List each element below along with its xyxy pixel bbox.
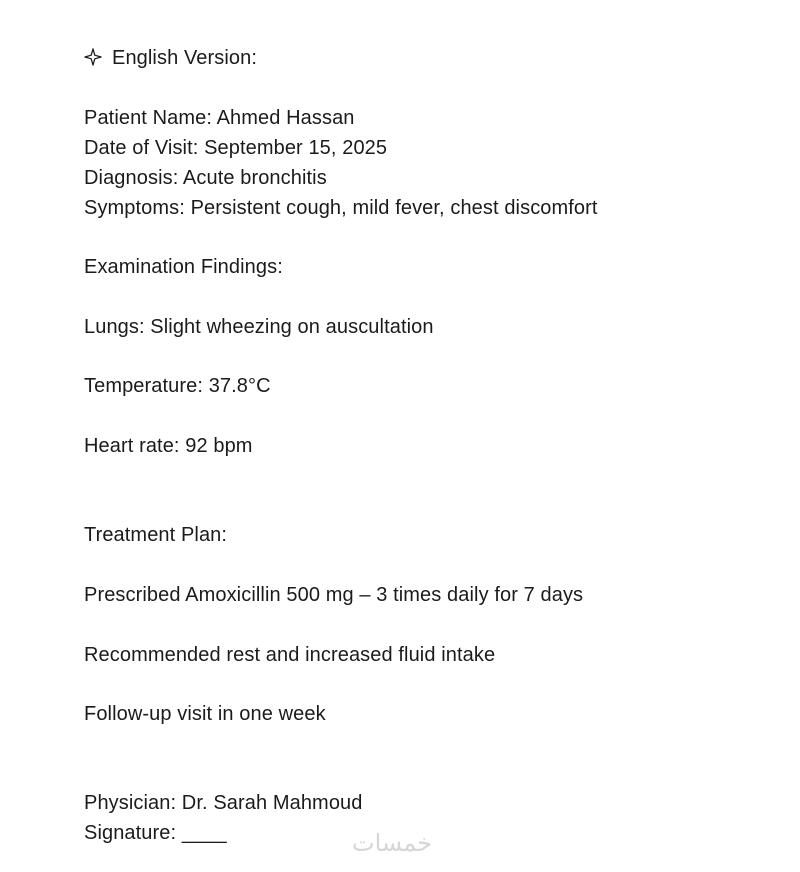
physician-line: Physician: Dr. Sarah Mahmoud	[84, 792, 363, 814]
signature-line: Signature: ____	[84, 822, 227, 844]
watermark: خمسات	[352, 829, 433, 857]
date-of-visit: Date of Visit: September 15, 2025	[84, 137, 388, 159]
patient-name: Patient Name: Ahmed Hassan	[84, 107, 355, 129]
header-text: English Version:	[112, 47, 258, 69]
heart-rate-finding: Heart rate: 92 bpm	[84, 435, 253, 457]
diagnosis: Diagnosis: Acute bronchitis	[84, 167, 327, 189]
follow-up-item: Follow-up visit in one week	[84, 703, 326, 725]
sparkle-icon	[84, 48, 102, 66]
rest-item: Recommended rest and increased fluid intake	[84, 644, 496, 666]
examination-heading: Examination Findings:	[84, 256, 283, 278]
treatment-heading: Treatment Plan:	[84, 524, 228, 546]
lungs-finding: Lungs: Slight wheezing on auscultation	[84, 316, 434, 338]
symptoms: Symptoms: Persistent cough, mild fever, chest discomfort	[84, 197, 598, 219]
document-header	[84, 46, 257, 70]
prescription-item: Prescribed Amoxicillin 500 mg – 3 times daily for 7 days	[84, 584, 584, 606]
temperature-finding: Temperature: 37.8°C	[84, 375, 271, 397]
